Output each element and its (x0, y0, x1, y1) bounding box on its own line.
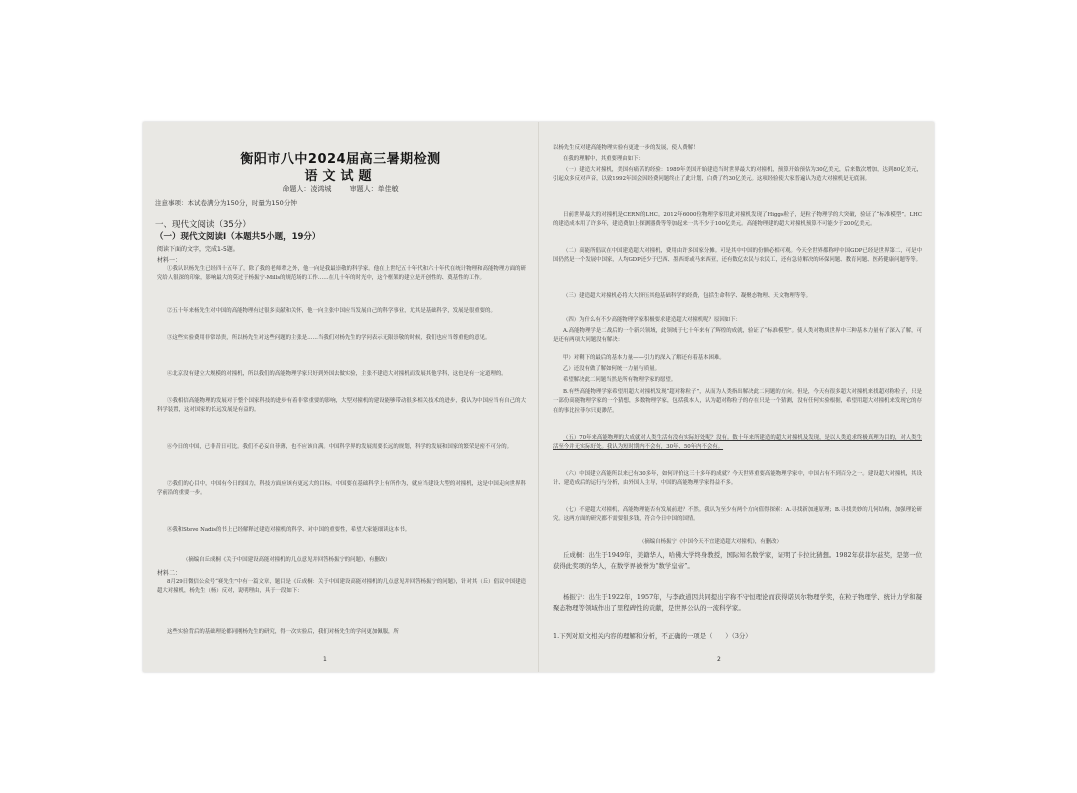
note-paragraph: 杨振宁：出生于1922年，1957年，与李政道因共同提出宇称不守恒理论而获得诺贝尔物理学奖，在粒子物理学、统计力学和凝聚态物理等领域作出了里程碑性的贡献，是世界公认的一流科学家。 (553, 593, 922, 612)
paragraph: （一）建造大对撞机，美国有痛苦的经验：1989年美国开始建造当时世界最大的对撞机，预算开始预估为30亿美元，后来数次增加，达到80亿美元，引起众多反对声音，以致1992年国会因经费问题终止了此计划，白费了约30亿美元。这项经验使大家普遍认为造大对撞机是无底洞。 (553, 167, 922, 183)
paragraph: 希望解决此二问题当然是所有物理学家的愿望。 (563, 377, 677, 383)
paragraph: 日前世界最大的对撞机是CERN的LHC。2012年6000位物理学家用此对撞机发现了Higgs粒子，是粒子物理学的大突破，验证了“标准模型”。LHC的建造成本用了许多年，建造费加上探测器费等等加起来一共不少于100亿美元。高能物理建的超大对撞机预算不可能少于200亿美元。 (553, 212, 922, 228)
question-1: 1.下列对原文相关内容的理解和分析，不正确的一项是（ ）（3分） (553, 632, 752, 640)
paragraph: ①我认识杨先生已经四十五年了，除了我的老师辈之外，他一向是我最崇敬的科学家。他在上世纪五十年代和六十年代在统计物理和高能物理方面的研究给人很深的印象，影响最大的莫过于杨振宁-Mills的规范场的工作……在几十年的时光中，这个框架的建立是开创性的、奠基性的工作。 (157, 266, 526, 282)
left-page (143, 122, 538, 672)
paragraph: ③这些实验费用非常昂贵，所以杨先生对这些问题的主张是……当我们对杨先生的学问表示无限崇敬的时候，我们也应当尊重他的意见。 (167, 335, 491, 341)
paragraph: 8月29日微信公众号“赛先生”中有一篇文章，题目是《丘成桐：关于中国建设高能对撞机的几点意见并回答杨振宁的问题》，针对其（丘）倡议中国建造超大对撞机，杨先生（杨）反对，说明理由，具于一段如下： (157, 579, 526, 595)
paragraph: 乙）还没有做了解如何统一力量与质量。 (563, 366, 661, 372)
material-1-label: 材料一： (157, 257, 182, 264)
right-page (539, 122, 934, 672)
underlined-paragraph: （五）70年来高能物理的大成就对人类生活有没有实际好处呢？没有。数十年来所建造的超大对撞机及发现，是以人类追求终极真理为目的，对人类生活至今并无实际好处。我认为短时期内不会有，30年、50年内不会有。 (553, 435, 922, 451)
section-heading: 一、现代文阅读（35分） (155, 220, 251, 230)
paragraph: 以杨先生反对建高能物理实验有更进一步的发展，使人费解！ (553, 145, 699, 151)
page-number: 1 (323, 656, 327, 663)
note-paragraph: 丘成桐：出生于1949年，美籍华人，哈佛大学终身教授，国际知名数学家，证明了卡拉比猜想。1982年获菲尔兹奖，是第一位获得此奖项的华人，在数学界被誉为“数学皇帝”。 (553, 551, 922, 570)
paragraph: ⑧我和Steve Nadis的书上已经解释过建造对撞机的科学、对中国的重要性，希望大家能细读这本书。 (167, 527, 411, 533)
paragraph: （三）建造超大对撞机必将大大挤压其他基础科学的经费，包括生命科学、凝聚态物理、天文物理等等。 (563, 293, 811, 299)
paragraph: （七）不建超大对撞机，高能物理能否有发展前进？不然。我认为至少有两个方向值得探索：A.寻找新加速原理；B.寻找美妙的几何结构，加强理论研究。这两方面的研究都不需要很多钱，符合今日中国的国情。 (553, 507, 922, 523)
subsection-heading: （一）现代文阅读Ⅰ（本题共5小题，19分） (155, 232, 321, 242)
paragraph: 甲）对剩下的最后的基本力量——引力的深入了解还有着基本困难。 (563, 355, 725, 361)
exam-subtitle: 语文试题 (304, 169, 377, 184)
paragraph: ⑦我们的心目中，中国有今日的国力，科技方面应该有更远大的目标。中国要在基础科学上有所作为，就应当建设大型的对撞机，这是中国走向世界科学前沿的重要一步。 (157, 481, 526, 497)
paragraph: （二）高能所倡议在中国建造超大对撞机，费用由许多国家分摊。可是其中中国的份额必相可观。今天全世界都称呼中国GDP已经是世界第二，可是中国仍然是一个发展中国家，人均GDP还少于巴西、墨西哥或马来西亚，还有数亿农民与农民工，还有急待解决的环保问题、教育问题、医药健康问题等等。 (553, 248, 922, 264)
scanned-exam-sheet (143, 122, 934, 672)
material-2-label: 材料二： (157, 570, 182, 577)
instruction-text: 阅读下面的文字，完成1-5题。 (157, 246, 239, 253)
paragraph: A.高能物理学是二战后的一个新兴领域，此领域于七十年来有了辉煌的成就，验证了“标准模型”。使人类对物质世界中三种基本力量有了深入了解，可是还有两项大问题没有解决： (553, 328, 922, 344)
paragraph: ⑤我相信高能物理的发展对于整个国家科技的进步有着非常重要的影响，大型对撞机的建设能够带动很多相关技术的进步，我认为中国应当有自己的大科学装置，这对国家的长远发展是有益的。 (157, 398, 526, 414)
paragraph: （四）为什么有不少高能物理学家积极要求建造超大对撞机呢？原因如下： (563, 317, 741, 323)
source-citation: （摘编自丘成桐《关于中国建设高能对撞机的几点意见并回答杨振宁的问题》，有删改） (183, 557, 391, 563)
paragraph: （六）中国建立高能所以来已有30多年，如何评价这三十多年的成就？今天世界重要高能物理学家中，中国占有不到百分之一。建设超大对撞机，其设计、建造成后的运行与分析，由外国人主导，中国的高能物理学家得益不多。 (553, 471, 922, 487)
exam-note: 注意事项：本试卷满分为150分，时量为150分钟 (155, 199, 297, 207)
paragraph: 这些实验背后的基础理论都同刚杨先生的研究，得一次实验后，我们对杨先生的学问更加佩服，所 (167, 629, 399, 635)
page-number: 2 (717, 656, 721, 663)
paragraph: ⑥今日的中国，已非昔日可比。我们不必妄自菲薄，也不应该自满。中国科学界的发展需要长远的规划，科学的发展和国家的繁荣是密不可分的。 (167, 444, 513, 450)
author-label: 命题人：凌鸿城 (282, 185, 332, 193)
paragraph: B.有些高能物理学家希望用超大对撞机发现“超对称粒子”，从而为人类指出解决此二问题的方向。但是，今天有很多超大对撞机来找超对称粒子，只是一部份高能物理学家的一个猜想，多数物理学家，包括我本人，认为超对称粒子的存在只是一个猜测，没有任何实验根据，希望用超大对撞机来发现它的存在的事比拉菲尔只更渺茫。 (553, 389, 922, 414)
exam-title: 衡阳市八中2024届高三暑期检测 (240, 152, 441, 167)
paragraph: ②五十年来杨先生对中国的高能物理有过很多贡献和关怀，他一向主张中国应当发展自己的科学事业，尤其是基础科学，发展是很重要的。 (167, 308, 496, 314)
paragraph: 在我的理解中，其重要理由如下： (563, 156, 644, 162)
source-citation: （摘编自杨振宁《中国今天不宜建造超大对撞机》，有删改） (639, 539, 782, 545)
paragraph: ④北京没有建立大规模的对撞机，所以我们的高能物理学家只好到外国去做实验，主张不建造大对撞机而发展其他学科，这也是有一定道理的。 (167, 371, 507, 377)
reviewer-label: 审题人：单佳敏 (349, 185, 399, 193)
author-line (143, 184, 538, 194)
